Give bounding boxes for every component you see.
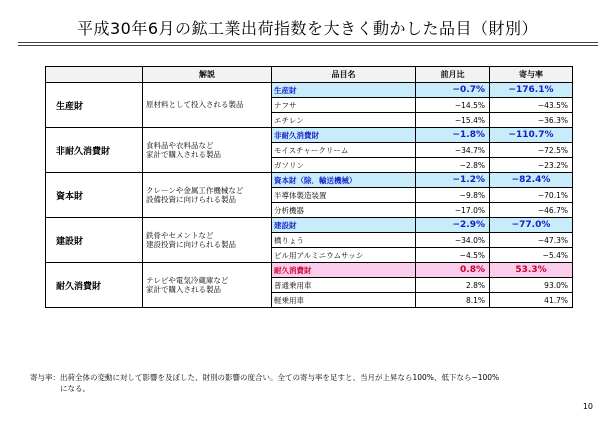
footnote-line-1: 寄与率：出荷全体の変動に対して影響を及ぼした、財別の影響の度合い。全ての寄与率を足すと、当月が上昇なら100%、低下なら−100%	[30, 373, 500, 382]
contribution-table	[45, 66, 573, 308]
category-description	[143, 128, 272, 173]
item-name: 資本財（除．輸送機械）	[272, 173, 416, 188]
description-line: 原材料として投入される製品	[146, 100, 244, 110]
prev-month-change: −15.4%	[416, 113, 490, 128]
contribution-rate: 93.0%	[490, 278, 573, 293]
contribution-rate: −23.2%	[490, 158, 573, 173]
item-name: 軽乗用車	[272, 293, 416, 308]
contribution-rate: −110.7%	[490, 128, 573, 143]
prev-month-change: −2.8%	[416, 158, 490, 173]
prev-month-change: −1.2%	[416, 173, 490, 188]
prev-month-change: −17.0%	[416, 203, 490, 218]
item-name: 普通乗用車	[272, 278, 416, 293]
item-name: モイスチャークリーム	[272, 143, 416, 158]
table-row-highlight	[46, 83, 573, 98]
prev-month-change: 2.8%	[416, 278, 490, 293]
category-description	[143, 263, 272, 308]
contribution-rate: −72.5%	[490, 143, 573, 158]
table-row-highlight	[46, 128, 573, 143]
prev-month-change: −2.9%	[416, 218, 490, 233]
page-title: 平成30年6月の鉱工業出荷指数を大きく動かした品目（財別）	[76, 19, 539, 38]
table-row-highlight	[46, 218, 573, 233]
prev-month-change: −9.8%	[416, 188, 490, 203]
contribution-rate: −36.3%	[490, 113, 573, 128]
contribution-rate: −47.3%	[490, 233, 573, 248]
prev-month-change: 0.8%	[416, 263, 490, 278]
contribution-rate: −46.7%	[490, 203, 573, 218]
footnote	[30, 372, 590, 394]
category-label: 資本財	[46, 173, 143, 218]
contribution-rate: −43.5%	[490, 98, 573, 113]
description-line: 家計で購入される製品	[146, 150, 221, 159]
category-label: 建設財	[46, 218, 143, 263]
description-line: クレーンや金属工作機械など	[146, 185, 244, 195]
prev-month-change: −4.5%	[416, 248, 490, 263]
description-line: 鉄骨やセメントなど	[146, 230, 214, 240]
header-item: 品目名	[272, 67, 416, 83]
contribution-rate: 41.7%	[490, 293, 573, 308]
prev-month-change: −14.5%	[416, 98, 490, 113]
table-header-row	[46, 67, 573, 83]
contribution-rate: 53.3%	[490, 263, 573, 278]
category-description	[143, 83, 272, 128]
prev-month-change: −1.8%	[416, 128, 490, 143]
description-line: 家計で購入される製品	[146, 285, 221, 294]
item-name: ナフサ	[272, 98, 416, 113]
item-name: ビル用アルミニウムサッシ	[272, 248, 416, 263]
prev-month-change: −0.7%	[416, 83, 490, 98]
contribution-rate: −82.4%	[490, 173, 573, 188]
header-prev: 前月比	[416, 67, 490, 83]
item-name: 非耐久消費財	[272, 128, 416, 143]
category-description	[143, 173, 272, 218]
header-blank	[46, 67, 143, 83]
category-description	[143, 218, 272, 263]
item-name: 半導体製造装置	[272, 188, 416, 203]
title-rule-bottom	[18, 45, 598, 46]
item-name: 橋りょう	[272, 233, 416, 248]
header-desc: 解説	[143, 67, 272, 83]
description-line: 設備投資に向けられる製品	[146, 195, 236, 204]
prev-month-change: −34.7%	[416, 143, 490, 158]
contribution-rate: −5.4%	[490, 248, 573, 263]
table-row-highlight	[46, 173, 573, 188]
description-line: テレビや電気冷蔵庫など	[146, 275, 229, 285]
contribution-rate: −77.0%	[490, 218, 573, 233]
footnote-line-2: になる。	[60, 384, 90, 393]
category-label: 耐久消費財	[46, 263, 143, 308]
table-body	[46, 83, 573, 308]
table-row-highlight	[46, 263, 573, 278]
prev-month-change: −34.0%	[416, 233, 490, 248]
item-name: 分析機器	[272, 203, 416, 218]
item-name: エチレン	[272, 113, 416, 128]
header-contrib: 寄与率	[490, 67, 573, 83]
contribution-rate: −70.1%	[490, 188, 573, 203]
item-name: 建設財	[272, 218, 416, 233]
description-line: 建設投資に向けられる製品	[146, 240, 236, 249]
category-label: 非耐久消費財	[46, 128, 143, 173]
prev-month-change: 8.1%	[416, 293, 490, 308]
item-name: ガソリン	[272, 158, 416, 173]
item-name: 耐久消費財	[272, 263, 416, 278]
item-name: 生産財	[272, 83, 416, 98]
title-rule-top	[18, 42, 598, 43]
category-label: 生産財	[46, 83, 143, 128]
description-line: 食料品や衣料品など	[146, 140, 214, 150]
page-number: 10	[582, 402, 593, 411]
contribution-rate: −176.1%	[490, 83, 573, 98]
